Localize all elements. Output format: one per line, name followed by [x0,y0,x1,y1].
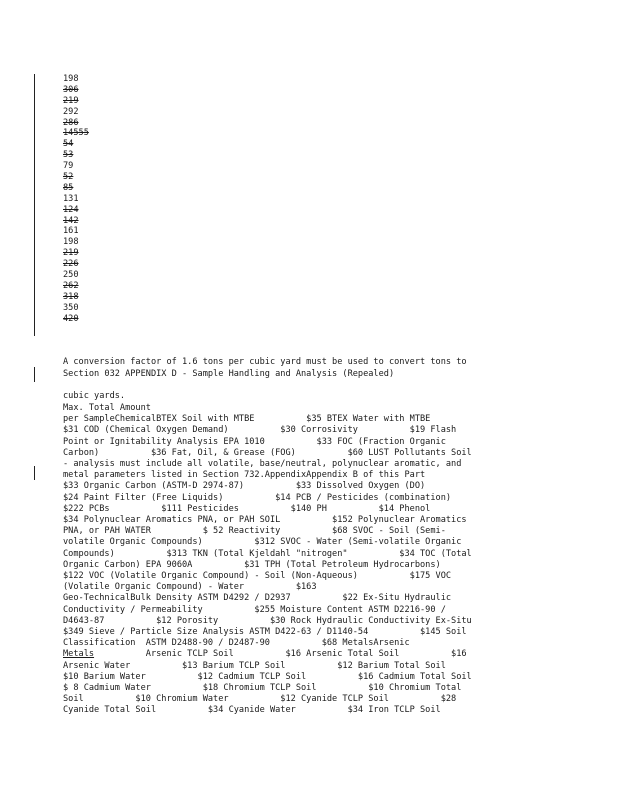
revision-bar-table [34,466,35,480]
table-text: PNA, or PAH WATER $ 52 Reactivity $68 SVOC - Soil (Semi- [63,526,446,537]
amount-line: 219 [63,248,79,259]
table-line [63,504,472,515]
table-line [63,403,472,414]
amount-line: 161 [63,226,79,237]
table-text: $34 Polynuclear Aromatics PNA, or PAH SOIL $152 Polynuclear Aromatics [63,515,467,526]
table-line [63,459,472,470]
amount-line: 286 [63,117,79,128]
table-text: Arsenic Water $13 Barium TCLP Soil $12 Barium Total Soil [63,660,446,671]
table-text: $33 Organic Carbon (ASTM-D 2974-87) $33 Dissolved Oxygen (DO) [63,481,426,492]
table-text: volatile Organic Compounds) $312 SVOC - Water (Semi-volatile Organic [63,537,462,548]
table-text: Geo-TechnicalBulk Density ASTM D4292 / D2937 $22 Ex-Situ Hydraulic [63,593,452,604]
table-line [63,683,472,694]
amount-line: 14555 [63,128,89,139]
table-line [63,560,472,571]
table-text: metal parameters listed in Section 732.AppendixAppendix B of this Part [63,470,426,481]
amounts-list [63,74,89,324]
amount-line: 318 [63,291,79,302]
table-line [63,537,472,548]
table-text: $122 VOC (Volatile Organic Compound) - Soil (Non-Aqueous) $175 VOC [63,571,452,582]
table-text: Cyanide Total Soil $34 Cyanide Water $34 Iron TCLP Soil [63,705,441,716]
section-heading: Section 032 APPENDIX D - Sample Handling and Analysis (Repealed) [63,369,395,379]
table-text: Max. Total Amount [63,403,151,413]
table-line [63,425,472,436]
table-line [63,526,472,537]
conversion-note-line: A conversion factor of 1.6 tons per cubic yard must be used to convert tons to [63,357,467,368]
amount-line: 219 [63,95,79,106]
amount-line: 262 [63,280,79,291]
conversion-note-line: cubic yards. [63,391,126,402]
amount-line: 420 [63,313,79,324]
table-line [63,571,472,582]
table-text: Classification ASTM D2488-90 / D2487-90 $68 MetalsArsenic [63,638,410,649]
amount-line: 85 [63,182,74,193]
table-line [63,705,472,716]
table-text: $222 PCBs $111 Pesticides $140 PH $14 Phenol [63,503,431,514]
amount-line: 198 [63,74,79,84]
revision-bar-heading [34,367,35,382]
table-text: (Volatile Organic Compound) - Water $163 [63,582,317,593]
table-line [63,694,472,705]
table-text: Arsenic TCLP Soil $16 Arsenic Total Soil $16 [94,649,467,660]
table-text: $349 Sieve / Particle Size Analysis ASTM D422-63 / D1140-54 $145 Soil [63,627,467,638]
amount-line: 54 [63,139,74,150]
amount-line: 306 [63,84,79,95]
amount-line: 292 [63,106,79,117]
amount-line: 52 [63,172,74,183]
table-line [63,638,472,649]
amount-line: 124 [63,204,79,215]
revision-bar [34,74,35,336]
table-text: D4643-87 $12 Porosity $30 Rock Hydraulic Conductivity Ex-Situ [63,615,472,626]
amount-line: 131 [63,193,79,204]
table-line [63,470,472,481]
table-text: Point or Ignitability Analysis EPA 1010 $33 FOC (Fraction Organic [63,436,446,447]
sample-analysis-table [63,403,472,717]
table-text: Soil $10 Chromium Water $12 Cyanide TCLP Soil $28 [63,694,457,705]
table-line [63,661,472,672]
table-text: $ 8 Cadmium Water $18 Chromium TCLP Soil $10 Chromium Total [63,683,462,694]
table-text: - analysis must include all volatile, base/neutral, polynuclear aromatic, and [63,459,462,470]
table-line [63,605,472,616]
underlined-text: Metals [63,649,95,660]
table-line [63,582,472,593]
table-text: $31 COD (Chemical Oxygen Demand) $30 Corrosivity $19 Flash [63,425,457,436]
table-line [63,414,472,425]
table-line [63,616,472,627]
table-text: $24 Paint Filter (Free Liquids) $14 PCB / Pesticides (combination) [63,492,452,503]
table-line [63,493,472,504]
amount-line: 79 [63,161,74,172]
amount-line: 350 [63,302,79,313]
table-line [63,481,472,492]
table-text: Conductivity / Permeability $255 Moisture Content ASTM D2216-90 / [63,604,446,615]
amount-line: 226 [63,259,79,270]
table-line [63,672,472,683]
table-text: Organic Carbon) EPA 9060A $31 TPH (Total Petroleum Hydrocarbons) [63,559,441,570]
table-line [63,627,472,638]
table-line [63,437,472,448]
table-text: Carbon) $36 Fat, Oil, & Grease (FOG) $60 LUST Pollutants Soil [63,447,472,458]
table-text: per SampleChemicalBTEX Soil with MTBE $35 BTEX Water with MTBE [63,414,431,425]
table-line [63,549,472,560]
table-text: $10 Barium Water $12 Cadmium TCLP Soil $16 Cadmium Total Soil [63,671,472,682]
table-line [63,515,472,526]
table-line [63,448,472,459]
amount-line: 53 [63,150,74,161]
table-line [63,593,472,604]
amount-line: 250 [63,270,79,281]
amount-line: 198 [63,237,79,248]
table-text: Compounds) $313 TKN (Total Kjeldahl "nitrogen" $34 TOC (Total [63,548,472,559]
table-line [63,649,472,660]
amount-line: 142 [63,215,79,226]
